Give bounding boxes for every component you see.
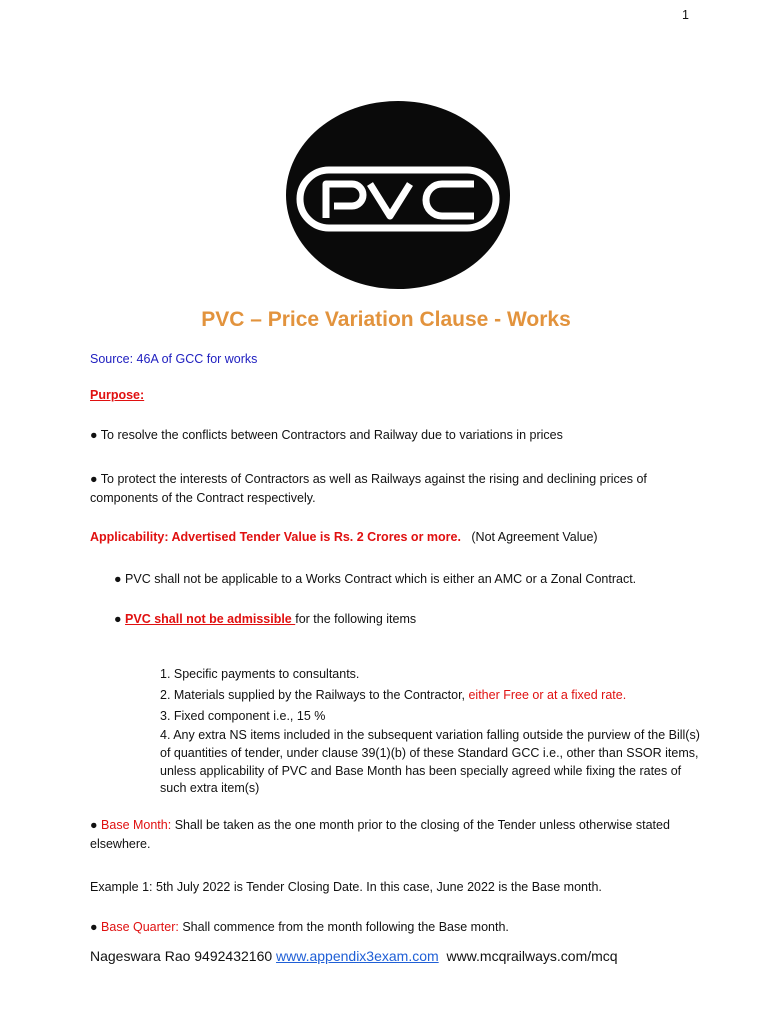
- list-item: [160, 665, 700, 684]
- bullet-glyph: ●: [114, 612, 122, 626]
- list-item-text: 2. Materials supplied by the Railways to the Contractor,: [160, 688, 469, 702]
- base-quarter-label: Base Quarter:: [101, 920, 179, 934]
- footer: [90, 946, 618, 968]
- footer-link-appendix3exam[interactable]: www.appendix3exam.com: [276, 948, 439, 964]
- page-number: 1: [682, 8, 689, 22]
- page-title: PVC – Price Variation Clause - Works: [201, 308, 571, 331]
- list-item-extra: either Free or at a fixed rate.: [468, 688, 627, 702]
- source-line: Source: 46A of GCC for works: [90, 352, 258, 366]
- bullet-glyph: ●: [90, 920, 102, 934]
- amc-bullet: ● PVC shall not be applicable to a Works Contract which is either an AMC or a Zonal Contract.: [114, 572, 637, 586]
- list-item-text: 3. Fixed component i.e., 15 %: [160, 709, 326, 723]
- example-1: Example 1: 5th July 2022 is Tender Closing Date. In this case, June 2022 is the Base month.: [90, 880, 602, 894]
- purpose-point-2: ● To protect the interests of Contractors as well as Railways against the rising and declining prices of components of the Contract respectively.: [90, 472, 647, 506]
- list-item-text: 1. Specific payments to consultants.: [160, 667, 360, 681]
- list-item: [160, 727, 700, 798]
- list-item: [160, 707, 700, 726]
- base-month-text: Shall be taken as the one month prior to the closing of the Tender unless otherwise stated elsewhere.: [90, 818, 670, 852]
- inadmissible-line: [114, 610, 416, 629]
- list-item: [160, 686, 700, 705]
- purpose-heading: Purpose:: [90, 388, 145, 402]
- footer-link-mcqrailways[interactable]: www.mcqrailways.com/mcq: [446, 948, 618, 964]
- base-month-paragraph: [90, 816, 690, 855]
- applicability-line: [90, 528, 598, 547]
- applicability-label: Applicability: Advertised Tender Value is Rs. 2 Crores or more.: [90, 530, 461, 544]
- inadmissible-rest: for the following items: [295, 612, 417, 626]
- footer-author: Nageswara Rao 9492432160: [90, 948, 277, 964]
- inadmissible-highlight: PVC shall not be admissible: [125, 612, 296, 626]
- base-quarter-text: Shall commence from the month following the Base month.: [178, 920, 509, 934]
- applicability-note: (Not Agreement Value): [471, 530, 598, 544]
- pvc-logo: [284, 100, 512, 290]
- base-month-label: Base Month:: [101, 818, 172, 832]
- list-item-text: 4. Any extra NS items included in the subsequent variation falling outside the purview of the Bill(s) of quantities of tender, under clause 39(1)(b) of these Standard GCC i.e., other than SSOR items, unless applicability of PVC and Base Month has been specially agreed while fixing the rates of such extra item(s): [160, 728, 700, 796]
- bullet-glyph: ●: [90, 818, 102, 832]
- base-quarter-line: [90, 918, 509, 937]
- purpose-point-1: ● To resolve the conflicts between Contractors and Railway due to variations in prices: [90, 428, 563, 442]
